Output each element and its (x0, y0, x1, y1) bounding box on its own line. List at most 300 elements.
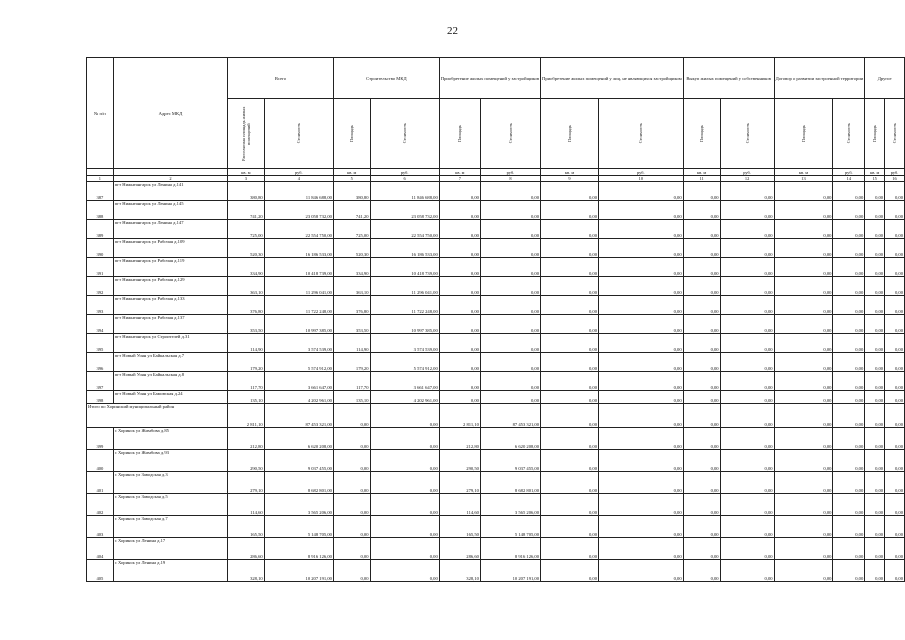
value-cell: 0,00 (865, 516, 885, 538)
column-number: 14 (833, 176, 865, 182)
column-number: 11 (683, 176, 720, 182)
row-address: с Хоринск ул Ленина д.17 (113, 538, 227, 560)
value-cell: 6 620 208,00 (264, 428, 333, 450)
value-cell: 165,50 (439, 516, 480, 538)
value-cell: 0,00 (683, 391, 720, 404)
value-cell: 0,00 (541, 334, 599, 353)
unit-cell: кв. м (774, 169, 833, 176)
value-cell: 0,00 (683, 516, 720, 538)
value-cell: 0,00 (599, 372, 684, 391)
value-cell: 0,00 (683, 334, 720, 353)
value-cell: 114,60 (228, 494, 265, 516)
value-cell: 0,00 (885, 258, 905, 277)
value-cell: 0,00 (720, 353, 774, 372)
value-cell: 353,50 (228, 315, 265, 334)
subtotal-label: Итого по Хоринский муниципальный район (87, 404, 228, 428)
value-cell: 0,00 (865, 220, 885, 239)
row-number: 404 (87, 538, 114, 560)
unit-cell: руб. (264, 169, 333, 176)
header-num: № п/п (87, 58, 114, 169)
table-row (87, 472, 905, 494)
value-cell: 725,00 (333, 220, 370, 239)
value-cell: 0,00 (480, 182, 540, 201)
value-cell: 376,80 (333, 296, 370, 315)
value-cell: 0,00 (370, 560, 439, 582)
value-cell: 0,00 (439, 201, 480, 220)
subheader-cell (480, 99, 540, 169)
table-row (87, 315, 905, 334)
value-cell: 0,00 (439, 372, 480, 391)
value-cell: 0,00 (370, 494, 439, 516)
value-cell: 0,00 (774, 239, 833, 258)
value-cell: 0,00 (599, 296, 684, 315)
subheader-cell (683, 99, 720, 169)
subheader-cell (720, 99, 774, 169)
value-cell: 0,00 (833, 201, 865, 220)
table-row (87, 201, 905, 220)
subheader-cell (264, 99, 333, 169)
value-cell: 0,00 (599, 560, 684, 582)
value-cell: 0,00 (599, 239, 684, 258)
value-cell: 114,90 (228, 334, 265, 353)
row-number: 399 (87, 428, 114, 450)
value-cell: 0,00 (885, 472, 905, 494)
row-address: пгт Нижнеангарск ул Строителей д.31 (113, 334, 227, 353)
value-cell: 0,00 (720, 277, 774, 296)
value-cell: 117,70 (333, 372, 370, 391)
row-address: пгт Новый Уоян ул Байкальская д.8 (113, 372, 227, 391)
row-address: пгт Нижнеангарск ул Ленина д.141 (113, 182, 227, 201)
value-cell: 16 186 533,00 (264, 239, 333, 258)
value-cell: 0,00 (599, 538, 684, 560)
column-number: 15 (865, 176, 885, 182)
row-number: 398 (87, 391, 114, 404)
value-cell: 0,00 (333, 560, 370, 582)
row-address: пгт Нижнеангарск ул Рабочая д.133 (113, 296, 227, 315)
value-cell: 0,00 (833, 538, 865, 560)
subheader-cell (885, 99, 905, 169)
value-cell: 0,00 (541, 372, 599, 391)
row-number: 395 (87, 334, 114, 353)
value-cell: 0,00 (333, 516, 370, 538)
value-cell: 328,10 (439, 560, 480, 582)
row-address: пгт Новый Уоян ул Бамовская д.24 (113, 391, 227, 404)
value-cell: 334,90 (333, 258, 370, 277)
value-cell: 10 418 739,00 (264, 258, 333, 277)
subheader-label: Площадь (872, 124, 878, 143)
value-cell: 0,00 (833, 296, 865, 315)
value-cell: 5 574 912,00 (264, 353, 333, 372)
value-cell: 11 296 041,00 (370, 277, 439, 296)
value-cell: 5 148 705,00 (264, 516, 333, 538)
value-cell: 0,00 (865, 182, 885, 201)
subtotal-value: 0,00 (885, 404, 905, 428)
value-cell: 0,00 (683, 472, 720, 494)
value-cell: 0,00 (599, 258, 684, 277)
value-cell: 380,80 (333, 182, 370, 201)
group-header: Всего (228, 58, 334, 99)
row-number: 388 (87, 201, 114, 220)
value-cell: 0,00 (865, 277, 885, 296)
value-cell: 0,00 (885, 239, 905, 258)
value-cell: 0,00 (370, 516, 439, 538)
column-number: 8 (480, 176, 540, 182)
subtotal-value: 0,00 (865, 404, 885, 428)
subtotal-value: 0,00 (720, 404, 774, 428)
value-cell: 741,20 (333, 201, 370, 220)
value-cell: 0,00 (774, 516, 833, 538)
value-cell: 0,00 (439, 296, 480, 315)
value-cell: 0,00 (833, 353, 865, 372)
value-cell: 0,00 (774, 560, 833, 582)
value-cell: 0,00 (720, 516, 774, 538)
row-number: 397 (87, 372, 114, 391)
value-cell: 3 574 539,00 (264, 334, 333, 353)
value-cell: 0,00 (774, 315, 833, 334)
value-cell: 0,00 (541, 258, 599, 277)
value-cell: 0,00 (833, 472, 865, 494)
value-cell: 0,00 (439, 334, 480, 353)
value-cell: 279,10 (439, 472, 480, 494)
table-row (87, 182, 905, 201)
row-address: пгт Нижнеангарск ул Рабочая д.109 (113, 239, 227, 258)
group-header: Выкуп жилых помещений у собственников (683, 58, 774, 99)
value-cell: 10 997 385,00 (370, 315, 439, 334)
value-cell: 0,00 (865, 472, 885, 494)
subheader-cell (865, 99, 885, 169)
value-cell: 0,00 (885, 182, 905, 201)
value-cell: 6 620 208,00 (480, 428, 540, 450)
value-cell: 0,00 (599, 277, 684, 296)
value-cell: 212,80 (228, 428, 265, 450)
header-address: Адрес МКД (113, 58, 227, 169)
value-cell: 11 846 688,00 (370, 182, 439, 201)
value-cell: 0,00 (683, 182, 720, 201)
value-cell: 290,50 (228, 450, 265, 472)
value-cell: 0,00 (885, 560, 905, 582)
value-cell: 22 554 750,00 (264, 220, 333, 239)
value-cell: 380,80 (228, 182, 265, 201)
value-cell: 135,10 (228, 391, 265, 404)
value-cell: 0,00 (833, 372, 865, 391)
value-cell: 0,00 (599, 391, 684, 404)
unit-cell: руб. (720, 169, 774, 176)
subheader-cell (599, 99, 684, 169)
group-header: Договор о развитии застроенной территории (774, 58, 865, 99)
table-row (87, 220, 905, 239)
row-number: 393 (87, 296, 114, 315)
value-cell: 0,00 (885, 516, 905, 538)
column-number: 9 (541, 176, 599, 182)
value-cell: 725,00 (228, 220, 265, 239)
value-cell: 0,00 (885, 334, 905, 353)
value-cell: 3 574 539,00 (370, 334, 439, 353)
value-cell: 11 846 688,00 (264, 182, 333, 201)
value-cell: 0,00 (774, 353, 833, 372)
value-cell: 0,00 (683, 258, 720, 277)
value-cell: 11 722 248,00 (370, 296, 439, 315)
value-cell: 3 565 206,00 (264, 494, 333, 516)
value-cell: 0,00 (720, 334, 774, 353)
table-row (87, 538, 905, 560)
value-cell: 0,00 (865, 450, 885, 472)
value-cell: 11 722 248,00 (264, 296, 333, 315)
value-cell: 0,00 (541, 472, 599, 494)
value-cell: 0,00 (683, 538, 720, 560)
value-cell: 0,00 (599, 201, 684, 220)
row-address: пгт Нижнеангарск ул Ленина д.147 (113, 220, 227, 239)
table-row (87, 560, 905, 582)
value-cell: 0,00 (683, 494, 720, 516)
value-cell: 0,00 (720, 315, 774, 334)
column-number: 3 (228, 176, 265, 182)
unit-cell: кв. м (333, 169, 370, 176)
row-number: 402 (87, 494, 114, 516)
subheader-label: Площадь (699, 124, 705, 143)
row-number: 400 (87, 450, 114, 472)
value-cell: 8 916 126,00 (480, 538, 540, 560)
value-cell: 0,00 (865, 538, 885, 560)
value-cell: 0,00 (885, 450, 905, 472)
value-cell: 0,00 (865, 494, 885, 516)
value-cell: 0,00 (865, 334, 885, 353)
row-address: пгт Нижнеангарск ул Рабочая д.129 (113, 277, 227, 296)
value-cell: 0,00 (333, 494, 370, 516)
value-cell: 179,20 (333, 353, 370, 372)
value-cell: 0,00 (683, 428, 720, 450)
value-cell: 520,30 (333, 239, 370, 258)
row-number: 396 (87, 353, 114, 372)
value-cell: 0,00 (720, 472, 774, 494)
value-cell: 0,00 (480, 220, 540, 239)
row-address: с Хоринск ул Заводская д.5 (113, 494, 227, 516)
value-cell: 0,00 (720, 538, 774, 560)
value-cell: 0,00 (541, 516, 599, 538)
value-cell: 0,00 (720, 428, 774, 450)
value-cell: 0,00 (774, 220, 833, 239)
value-cell: 0,00 (541, 428, 599, 450)
value-cell: 0,00 (885, 353, 905, 372)
value-cell: 0,00 (541, 277, 599, 296)
subtotal-row (87, 404, 905, 428)
subheader-label: Стоимость (846, 123, 852, 144)
unit-cell: кв. м (541, 169, 599, 176)
subtotal-value: 0,00 (333, 404, 370, 428)
value-cell: 179,20 (228, 353, 265, 372)
table-row (87, 428, 905, 450)
value-cell: 0,00 (599, 220, 684, 239)
value-cell: 0,00 (439, 182, 480, 201)
value-cell: 0,00 (774, 182, 833, 201)
row-address: с Хоринск ул Заводская д.7 (113, 516, 227, 538)
value-cell: 10 418 739,00 (370, 258, 439, 277)
value-cell: 22 554 750,00 (370, 220, 439, 239)
value-cell: 290,50 (439, 450, 480, 472)
subheader-cell (333, 99, 370, 169)
value-cell: 0,00 (833, 391, 865, 404)
value-cell: 0,00 (885, 201, 905, 220)
subheader-cell (370, 99, 439, 169)
value-cell: 0,00 (774, 334, 833, 353)
table-row (87, 391, 905, 404)
value-cell: 0,00 (480, 353, 540, 372)
unit-cell: руб. (370, 169, 439, 176)
row-number: 403 (87, 516, 114, 538)
value-cell: 0,00 (541, 353, 599, 372)
value-cell: 0,00 (833, 182, 865, 201)
table-row (87, 296, 905, 315)
value-cell: 114,60 (439, 494, 480, 516)
row-number: 387 (87, 182, 114, 201)
value-cell: 4 202 961,00 (370, 391, 439, 404)
value-cell: 0,00 (683, 560, 720, 582)
subheader-label: Площадь (567, 124, 573, 143)
value-cell: 0,00 (439, 315, 480, 334)
value-cell: 0,00 (480, 315, 540, 334)
value-cell: 0,00 (683, 353, 720, 372)
value-cell: 0,00 (885, 220, 905, 239)
row-address: с Хоринск ул Жимбова д.93 (113, 450, 227, 472)
value-cell: 0,00 (720, 220, 774, 239)
subtotal-value: 0,00 (541, 404, 599, 428)
subtotal-value: 0,00 (370, 404, 439, 428)
value-cell: 0,00 (480, 239, 540, 258)
value-cell: 4 202 961,00 (264, 391, 333, 404)
column-number: 2 (113, 176, 227, 182)
value-cell: 165,50 (228, 516, 265, 538)
value-cell: 334,90 (228, 258, 265, 277)
value-cell: 0,00 (833, 277, 865, 296)
value-cell: 3 661 647,00 (370, 372, 439, 391)
value-cell: 0,00 (541, 391, 599, 404)
value-cell: 9 037 455,00 (264, 450, 333, 472)
subtotal-value: 0,00 (774, 404, 833, 428)
value-cell: 0,00 (683, 450, 720, 472)
row-address: пгт Новый Уоян ул Байкальская д.7 (113, 353, 227, 372)
value-cell: 0,00 (541, 494, 599, 516)
value-cell: 114,90 (333, 334, 370, 353)
value-cell: 0,00 (833, 334, 865, 353)
value-cell: 0,00 (885, 372, 905, 391)
value-cell: 520,30 (228, 239, 265, 258)
value-cell: 212,80 (439, 428, 480, 450)
group-header: Строительство МКД (333, 58, 439, 99)
subheader-cell (833, 99, 865, 169)
unit-cell: руб. (480, 169, 540, 176)
value-cell: 0,00 (599, 353, 684, 372)
value-cell: 0,00 (599, 472, 684, 494)
value-cell: 0,00 (833, 239, 865, 258)
row-number: 389 (87, 220, 114, 239)
value-cell: 0,00 (480, 334, 540, 353)
value-cell: 741,20 (228, 201, 265, 220)
value-cell: 0,00 (333, 428, 370, 450)
value-cell: 0,00 (774, 201, 833, 220)
value-cell: 0,00 (885, 277, 905, 296)
subheader-label: Площадь (349, 124, 355, 143)
value-cell: 0,00 (833, 450, 865, 472)
value-cell: 0,00 (480, 296, 540, 315)
unit-cell: кв. м (228, 169, 265, 176)
subheader-cell (541, 99, 599, 169)
subtotal-value: 87 453 321,00 (264, 404, 333, 428)
value-cell: 0,00 (720, 201, 774, 220)
value-cell: 0,00 (774, 258, 833, 277)
value-cell: 0,00 (480, 372, 540, 391)
value-cell: 0,00 (774, 296, 833, 315)
value-cell: 0,00 (833, 428, 865, 450)
table-row (87, 372, 905, 391)
value-cell: 0,00 (599, 450, 684, 472)
value-cell: 0,00 (541, 201, 599, 220)
value-cell: 0,00 (683, 201, 720, 220)
value-cell: 0,00 (370, 428, 439, 450)
value-cell: 0,00 (865, 201, 885, 220)
value-cell: 0,00 (865, 315, 885, 334)
value-cell: 11 296 041,00 (264, 277, 333, 296)
column-number: 16 (885, 176, 905, 182)
value-cell: 0,00 (833, 516, 865, 538)
value-cell: 0,00 (885, 296, 905, 315)
value-cell: 0,00 (865, 239, 885, 258)
row-number: 401 (87, 472, 114, 494)
value-cell: 0,00 (683, 277, 720, 296)
column-number: 7 (439, 176, 480, 182)
value-cell: 0,00 (885, 391, 905, 404)
subheader-cell (439, 99, 480, 169)
value-cell: 328,10 (228, 560, 265, 582)
value-cell: 0,00 (720, 182, 774, 201)
row-number: 391 (87, 258, 114, 277)
row-address: пгт Нижнеангарск ул Рабочая д.137 (113, 315, 227, 334)
value-cell: 0,00 (599, 516, 684, 538)
value-cell: 135,10 (333, 391, 370, 404)
column-number: 4 (264, 176, 333, 182)
value-cell: 0,00 (720, 450, 774, 472)
table-row (87, 450, 905, 472)
row-number: 405 (87, 560, 114, 582)
value-cell: 353,50 (333, 315, 370, 334)
value-cell: 0,00 (333, 472, 370, 494)
value-cell: 0,00 (833, 494, 865, 516)
value-cell: 0,00 (720, 494, 774, 516)
value-cell: 0,00 (599, 334, 684, 353)
table-row (87, 258, 905, 277)
subheader-label: Стоимость (402, 123, 408, 144)
value-cell: 0,00 (480, 277, 540, 296)
value-cell: 0,00 (599, 315, 684, 334)
value-cell: 0,00 (774, 450, 833, 472)
subheader-label: Стоимость (744, 123, 750, 144)
value-cell: 0,00 (720, 296, 774, 315)
value-cell: 0,00 (599, 182, 684, 201)
unit-cell: кв. м (439, 169, 480, 176)
value-cell: 117,70 (228, 372, 265, 391)
value-cell: 0,00 (683, 239, 720, 258)
value-cell: 0,00 (439, 353, 480, 372)
value-cell: 3 565 206,00 (480, 494, 540, 516)
value-cell: 0,00 (541, 220, 599, 239)
value-cell: 0,00 (865, 372, 885, 391)
value-cell: 0,00 (541, 560, 599, 582)
unit-cell: руб. (885, 169, 905, 176)
table-row (87, 494, 905, 516)
value-cell: 0,00 (541, 538, 599, 560)
subheader-cell (774, 99, 833, 169)
value-cell: 5 574 912,00 (370, 353, 439, 372)
value-cell: 0,00 (774, 277, 833, 296)
subheader-label: Площадь (457, 124, 463, 143)
